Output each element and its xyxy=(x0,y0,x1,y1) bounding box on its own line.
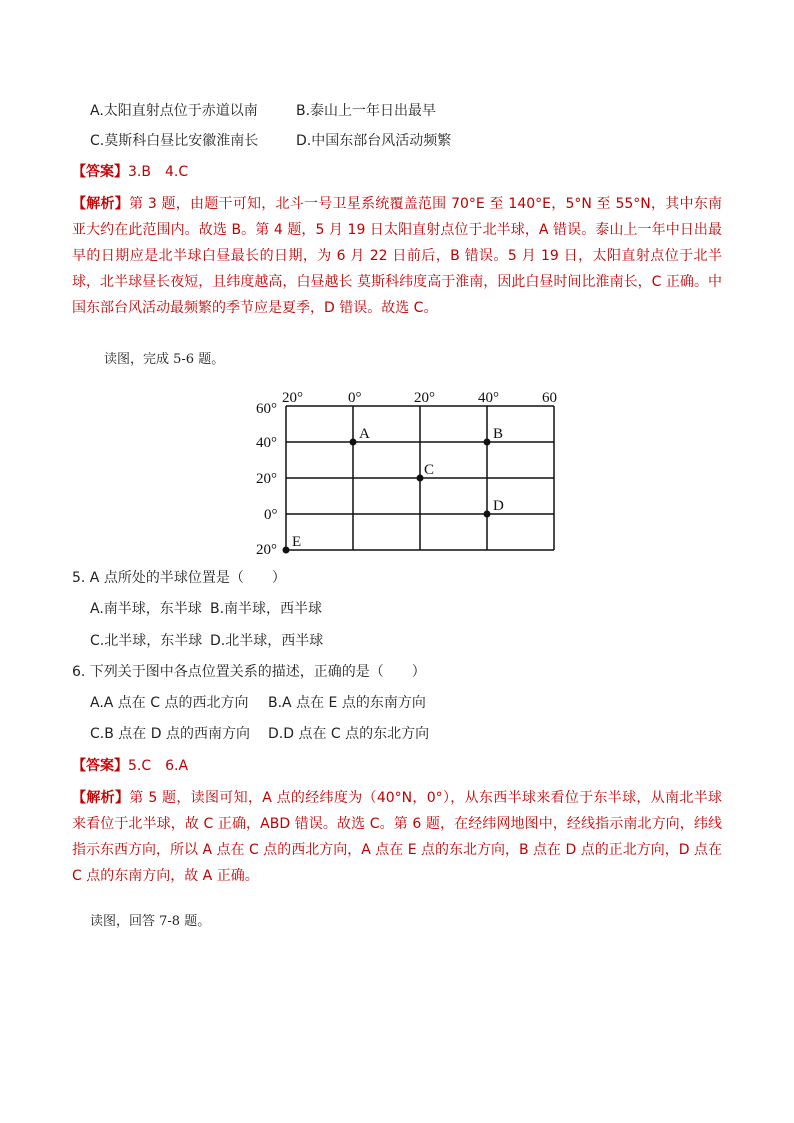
q6-option-d: D.D 点在 C 点的东北方向 xyxy=(268,726,430,742)
q5-stem: 5. A 点所处的半球位置是（ ） xyxy=(72,570,286,586)
longitude-label: 20° xyxy=(414,390,435,406)
q4-option-a: A.太阳直射点位于赤道以南 xyxy=(90,103,258,119)
q4-option-d: D.中国东部台风活动频繁 xyxy=(296,133,452,149)
analysis-text: 第 3 题，由题干可知，北斗一号卫星系统覆盖范围 70°E 至 140°E，5°N 至 55°N，其中东南亚大约在此范围内。故选 B。第 4 题，5 月 19 日太阳直射点位于北半球，A 错误。泰山上一年中日出最早的日期应是北半球白昼最长的日期，为 6 月 22 日前后，B 错误。5 月 19 日，太阳直射点位于北半球，北半球昼长夜短，且纬度越高，白昼越长 莫斯科纬度高于淮南，因此白昼时间比淮南长，C 正确。中国东部台风活动最频繁的季节应是夏季，D 错误。故选 C。 xyxy=(72,196,723,316)
analysis-text: 第 5 题，读图可知，A 点的经纬度为（40°N，0°），从东西半球来看位于东半球，从南北半球来看位于北半球，故 C 正确，ABD 错误。故选 C。第 6 题，在经纬网地图中，经线指示南北方向，纬线指示东西方向，所以 A 点在 C 点的西北方向，A 点在 E 点的东北方向，B 点在 D 点的正北方向，D 点在 C 点的东南方向，故 A 正确。 xyxy=(72,790,723,884)
lat-long-grid-map xyxy=(252,386,568,558)
q5-option-c: C.北半球，东半球 xyxy=(90,633,203,649)
q5-option-d: D.北半球，西半球 xyxy=(210,633,324,649)
point-a-label: A xyxy=(359,426,370,442)
longitude-label: 0° xyxy=(348,390,362,406)
point-e-marker xyxy=(283,547,290,554)
point-c-marker xyxy=(417,475,424,482)
point-c-label: C xyxy=(424,462,435,478)
latitude-label: 40° xyxy=(256,435,277,451)
q6-stem: 6. 下列关于图中各点位置关系的描述，正确的是（ ） xyxy=(72,664,426,680)
analysis-block-2 xyxy=(72,785,722,889)
prompt-7-8: 读图，回答 7-8 题。 xyxy=(90,914,211,929)
point-d-marker xyxy=(484,511,491,518)
q4-option-b: B.泰山上一年日出最早 xyxy=(296,103,437,119)
q5-option-b: B.南半球，西半球 xyxy=(210,601,323,617)
analysis-label: 【解析】 xyxy=(72,790,130,806)
latitude-label: 20° xyxy=(256,542,277,558)
q6-option-b: B.A 点在 E 点的东南方向 xyxy=(268,695,426,711)
answer-label: 【答案】 xyxy=(72,758,128,774)
latitude-label: 0° xyxy=(264,507,278,523)
q4-option-c: C.莫斯科白昼比安徽淮南长 xyxy=(90,133,259,149)
longitude-label: 20° xyxy=(282,390,303,406)
answer-block-2 xyxy=(72,756,188,776)
point-b-label: B xyxy=(493,426,504,442)
q6-option-c: C.B 点在 D 点的西南方向 xyxy=(90,726,250,742)
longitude-label: 40° xyxy=(478,390,499,406)
latitude-label: 60° xyxy=(256,401,277,417)
q6-option-a: A.A 点在 C 点的西北方向 xyxy=(90,695,249,711)
answer-block-1 xyxy=(72,162,188,182)
answer-label: 【答案】 xyxy=(72,164,128,180)
latitude-label: 20° xyxy=(256,471,277,487)
longitude-label: 60 xyxy=(542,390,557,406)
point-a-marker xyxy=(350,439,357,446)
answer-value: 5.C 6.A xyxy=(128,758,189,774)
point-d-label: D xyxy=(493,498,504,514)
analysis-block-1 xyxy=(72,191,722,321)
prompt-5-6: 读图，完成 5-6 题。 xyxy=(104,352,225,367)
point-e-label: E xyxy=(292,534,302,550)
q5-option-a: A.南半球，东半球 xyxy=(90,601,202,617)
analysis-label: 【解析】 xyxy=(72,196,129,212)
answer-value: 3.B 4.C xyxy=(128,164,189,180)
point-b-marker xyxy=(484,439,491,446)
